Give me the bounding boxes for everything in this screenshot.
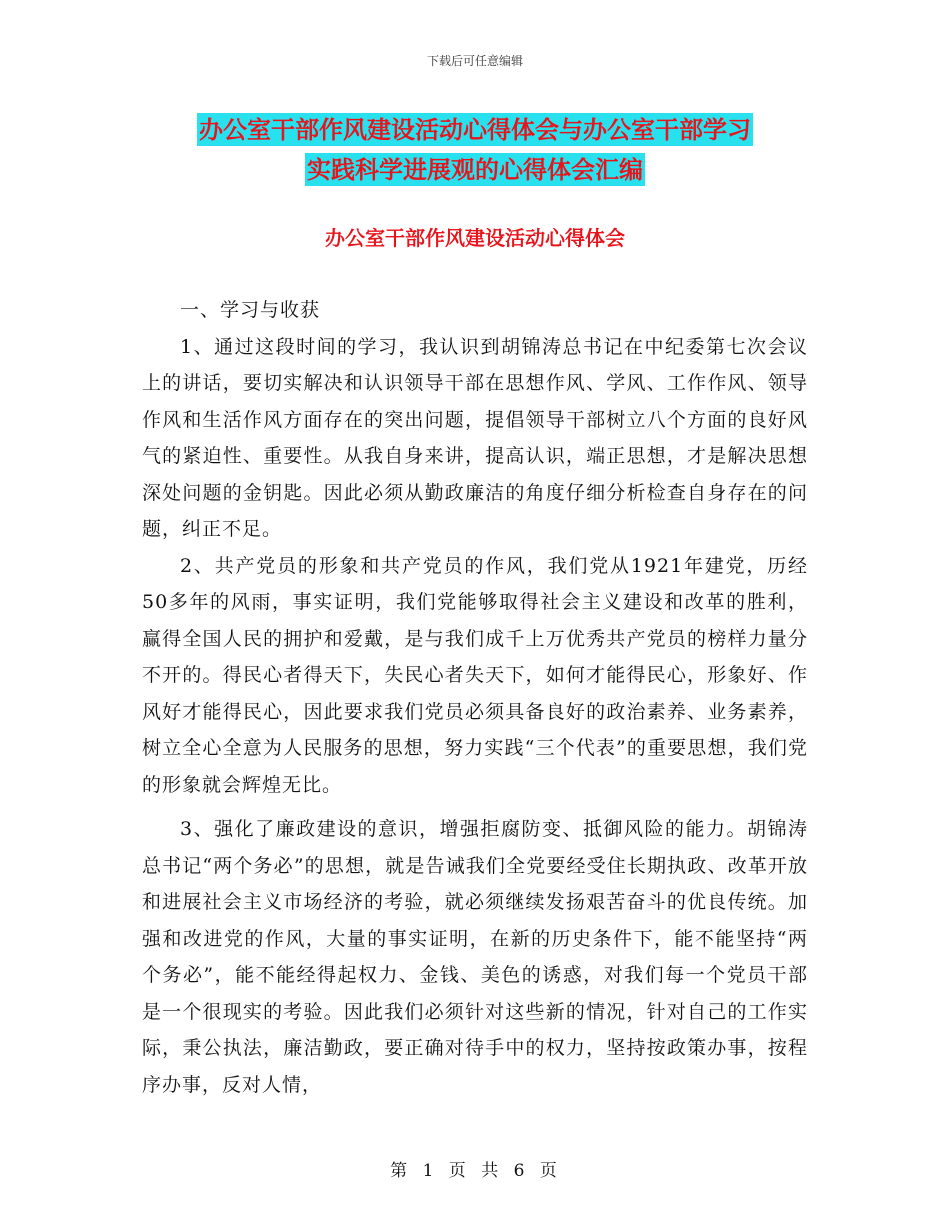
page-header-note: 下载后可任意编辑 bbox=[426, 54, 523, 68]
page-number-footer: 第 1 页 共 6 页 bbox=[390, 1161, 560, 1181]
document-title bbox=[150, 110, 800, 190]
paragraph-1: 1、通过这段时间的学习，我认识到胡锦涛总书记在中纪委第七次会议上的讲话，要切实解决和认识领导干部在思想作风、学风、工作作风、领导作风和生活作风方面存在的突出问题，提倡领导干部树立八个方面的良好风气的紧迫性、重要性。从我自身来讲，提高认识，端正思想，才是解决思想深处问题的金钥匙。因此必须从勤政廉洁的角度仔细分析检查自身存在的问题，纠正不足。 bbox=[142, 335, 808, 540]
document-title-line-2: 实践科学进展观的心得体会汇编 bbox=[307, 155, 643, 184]
paragraph-3: 3、强化了廉政建设的意识，增强拒腐防变、抵御风险的能力。胡锦涛总书记“两个务必”的思想，就是告诫我们全党要经受住长期执政、改革开放和进展社会主义市场经济的考验，就必须继续发扬艰苦奋斗的优良传统。加强和改进党的作风，大量的事实证明，在新的历史条件下，能不能坚持“两个务必”，能不能经得起权力、金钱、美色的诱惑，对我们每一个党员干部是一个很现实的考验。因此我们必须针对这些新的情况，针对自己的工作实际，秉公执法，廉洁勤政，要正确对待手中的权力，坚持按政策办事，按程序办事，反对人情， bbox=[142, 818, 808, 1096]
document-body bbox=[142, 292, 808, 1103]
section-title: 办公室干部作风建设活动心得体会 bbox=[325, 226, 625, 250]
document-title-line-1: 办公室干部作风建设活动心得体会与办公室干部学习 bbox=[199, 115, 751, 144]
paragraph-2: 2、共产党员的形象和共产党员的作风，我们党从1921年建党，历经50多年的风雨，事实证明，我们党能够取得社会主义建设和改革的胜利，赢得全国人民的拥护和爱戴，是与我们成千上万优秀共产党员的榜样力量分不开的。得民心者得天下，失民心者失天下，如何才能得民心，形象好、作风好才能得民心，因此要求我们党员必须具备良好的政治素养、业务素养，树立全心全意为人民服务的思想，努力实践“三个代表”的重要思想，我们党的形象就会辉煌无比。 bbox=[142, 554, 808, 796]
paragraph-heading: 一、学习与收获 bbox=[180, 299, 321, 321]
